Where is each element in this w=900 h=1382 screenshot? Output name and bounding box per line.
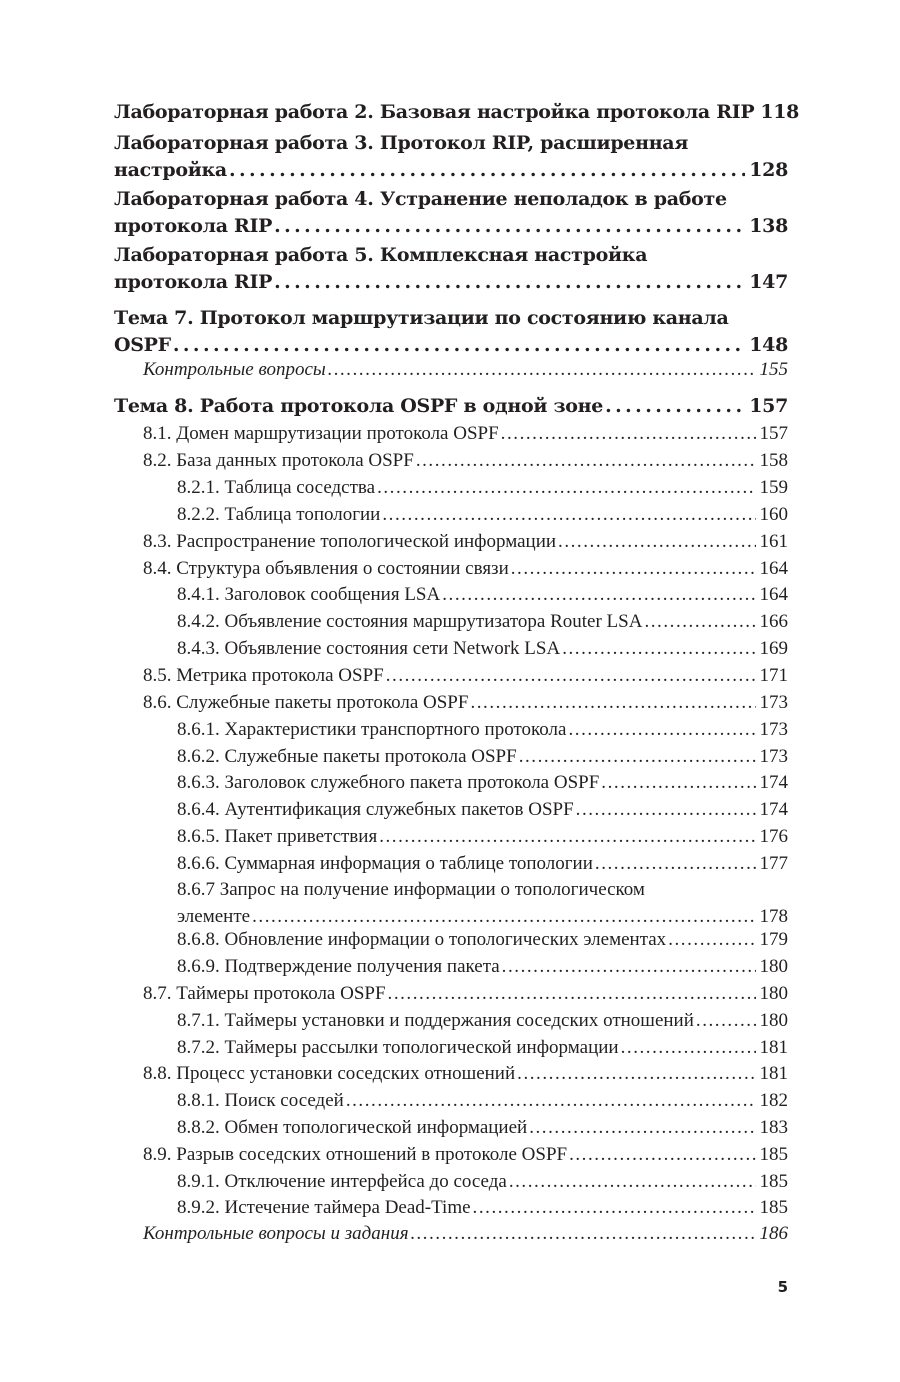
toc-entry-page: 185	[759, 1171, 788, 1192]
toc-entry-page: 177	[759, 853, 788, 874]
toc-entry-title-line1: 8.6.7 Запрос на получение информации о топологическом	[177, 879, 645, 900]
toc-entry-title: 8.2.1. Таблица соседства	[177, 477, 376, 498]
toc-entry-title: 8.8.2. Обмен топологической информацией	[177, 1117, 528, 1138]
toc-entry-8-6-1	[177, 716, 788, 743]
dot-leader	[379, 823, 755, 850]
toc-entry-page: 180	[759, 1010, 788, 1031]
page-number: 5	[777, 1278, 788, 1296]
dot-leader	[509, 1168, 756, 1195]
toc-entry-page: 173	[759, 692, 788, 713]
dot-leader	[274, 213, 745, 240]
dot-leader	[605, 393, 745, 420]
toc-entry-page: 185	[759, 1197, 788, 1218]
toc-entry-8-6-4	[177, 796, 788, 823]
toc-entry-page: 171	[759, 665, 788, 686]
toc-entry-page: 173	[759, 746, 788, 767]
toc-entry-title: 8.1. Домен маршрутизации протокола OSPF	[143, 423, 499, 444]
toc-entry-topic8-questions	[143, 1220, 788, 1247]
toc-entry-8-1	[143, 420, 788, 447]
toc-entry-title: 8.6.2. Служебные пакеты протокола OSPF	[177, 746, 517, 767]
dot-leader	[517, 1060, 755, 1087]
toc-entry-topic7-questions	[143, 356, 788, 383]
toc-entry-8-6-2	[177, 743, 788, 770]
toc-entry-title-line1: Лабораторная работа 3. Протокол RIP, расширенная	[114, 132, 689, 154]
toc-entry-title: Лабораторная работа 2. Базовая настройка протокола RIP	[114, 101, 755, 123]
toc-entry-title: 8.7.2. Таймеры рассылки топологической информации	[177, 1037, 619, 1058]
toc-entry-title: 8.8.1. Поиск соседей	[177, 1090, 344, 1111]
toc-entry-title: 8.3. Распространение топологической информации	[143, 531, 557, 552]
toc-entry-page: 176	[759, 826, 788, 847]
toc-entry-8-2	[143, 447, 788, 474]
dot-leader	[442, 581, 755, 608]
toc-entry-8-7-1	[177, 1007, 788, 1034]
toc-entry-8-7-2	[177, 1034, 788, 1061]
dot-leader	[595, 850, 756, 877]
dot-leader	[668, 926, 755, 953]
toc-entry-page: 159	[759, 477, 788, 498]
toc-entry-8-8	[143, 1060, 788, 1087]
toc-entry-8-9	[143, 1141, 788, 1168]
toc-entry-lab5	[114, 242, 788, 296]
toc-entry-8-5	[143, 662, 788, 689]
dot-leader	[562, 635, 755, 662]
toc-entry-page: 155	[759, 359, 788, 380]
toc-entry-title-line2: настройка	[114, 159, 227, 181]
toc-entry-page: 157	[749, 395, 788, 417]
toc-entry-title: 8.9. Разрыв соседских отношений в протоколе OSPF	[143, 1144, 568, 1165]
toc-entry-page: 147	[749, 271, 788, 293]
toc-entry-lab2	[114, 99, 800, 126]
dot-leader	[328, 356, 756, 383]
dot-leader	[346, 1087, 756, 1114]
dot-leader	[644, 608, 755, 635]
toc-entry-8-4	[143, 555, 788, 582]
toc-entry-8-6-8	[177, 926, 788, 953]
dot-leader	[501, 420, 756, 447]
toc-entry-title: 8.4.1. Заголовок сообщения LSA	[177, 584, 441, 605]
toc-entry-8-6-3	[177, 769, 788, 796]
dot-leader	[274, 269, 745, 296]
toc-entry-title-line1: Тема 7. Протокол маршрутизации по состоянию канала	[114, 307, 729, 329]
toc-entry-title: Тема 8. Работа протокола OSPF в одной зоне	[114, 395, 604, 417]
dot-leader	[377, 474, 755, 501]
toc-entry-8-6-7	[177, 876, 788, 930]
toc-entry-title: 8.7. Таймеры протокола OSPF	[143, 983, 386, 1004]
toc-entry-8-2-2	[177, 501, 788, 528]
toc-entry-8-6-6	[177, 850, 788, 877]
dot-leader	[519, 743, 756, 770]
toc-entry-title: 8.2. База данных протокола OSPF	[143, 450, 414, 471]
dot-leader	[386, 662, 756, 689]
toc-entry-title: 8.4.3. Объявление состояния сети Network LSA	[177, 638, 561, 659]
toc-entry-title-line2: протокола RIP	[114, 271, 273, 293]
toc-entry-page: 166	[759, 611, 788, 632]
toc-entry-page: 178	[759, 906, 788, 927]
toc-entry-title-line1: Лабораторная работа 5. Комплексная настройка	[114, 244, 648, 266]
toc-entry-title: 8.9.1. Отключение интерфейса до соседа	[177, 1171, 507, 1192]
toc-entry-lab4	[114, 186, 788, 240]
toc-entry-page: 174	[759, 799, 788, 820]
toc-entry-page: 179	[759, 929, 788, 950]
toc-entry-8-6-5	[177, 823, 788, 850]
toc-entry-title-line2: элементе	[177, 906, 251, 927]
toc-entry-8-6	[143, 689, 788, 716]
toc-entry-title: 8.7.1. Таймеры установки и поддержания соседских отношений	[177, 1010, 694, 1031]
toc-entry-title: 8.6.9. Подтверждение получения пакета	[177, 956, 500, 977]
toc-entry-title: Контрольные вопросы	[143, 359, 326, 380]
toc-entry-page: 181	[759, 1037, 788, 1058]
toc-entry-page: 169	[759, 638, 788, 659]
dot-leader	[558, 528, 755, 555]
toc-entry-title: Контрольные вопросы и задания	[143, 1223, 409, 1244]
toc-entry-8-3	[143, 528, 788, 555]
dot-leader	[601, 769, 755, 796]
toc-entry-page: 164	[759, 558, 788, 579]
toc-entry-title-line2: OSPF	[114, 334, 171, 356]
toc-entry-title: 8.5. Метрика протокола OSPF	[143, 665, 384, 686]
toc-entry-page: 148	[749, 334, 788, 356]
toc-entry-title: 8.6. Служебные пакеты протокола OSPF	[143, 692, 469, 713]
toc-entry-8-2-1	[177, 474, 788, 501]
toc-entry-title: 8.8. Процесс установки соседских отношений	[143, 1063, 516, 1084]
toc-entry-8-8-2	[177, 1114, 788, 1141]
dot-leader	[502, 953, 756, 980]
dot-leader	[569, 1141, 755, 1168]
dot-leader	[229, 157, 745, 184]
toc-entry-page: 161	[759, 531, 788, 552]
toc-entry-page: 180	[759, 983, 788, 1004]
toc-entry-8-8-1	[177, 1087, 788, 1114]
toc-entry-title: 8.6.6. Суммарная информация о таблице топологии	[177, 853, 593, 874]
dot-leader	[511, 555, 756, 582]
toc-entry-8-7	[143, 980, 788, 1007]
toc-entry-title: 8.6.4. Аутентификация служебных пакетов OSPF	[177, 799, 574, 820]
toc-entry-8-4-3	[177, 635, 788, 662]
toc-entry-page: 182	[759, 1090, 788, 1111]
toc-entry-topic8	[114, 393, 788, 420]
toc-entry-title: 8.4.2. Объявление состояния маршрутизатора Router LSA	[177, 611, 643, 632]
toc-entry-page: 173	[759, 719, 788, 740]
toc-entry-title: 8.6.5. Пакет приветствия	[177, 826, 378, 847]
dot-leader	[473, 1194, 756, 1221]
toc-entry-page: 138	[749, 215, 788, 237]
toc-entry-page: 186	[759, 1223, 788, 1244]
toc-entry-page: 118	[760, 101, 800, 123]
toc-entry-page: 128	[749, 159, 788, 181]
toc-entry-page: 185	[759, 1144, 788, 1165]
toc-entry-8-4-1	[177, 581, 788, 608]
toc-entry-title: 8.9.2. Истечение таймера Dead-Time	[177, 1197, 471, 1218]
toc-entry-title: 8.6.3. Заголовок служебного пакета протокола OSPF	[177, 772, 600, 793]
toc-entry-page: 164	[759, 584, 788, 605]
toc-entry-title-line2: протокола RIP	[114, 215, 273, 237]
toc-entry-title: 8.2.2. Таблица топологии	[177, 504, 381, 525]
dot-leader	[173, 332, 745, 359]
toc-entry-8-4-2	[177, 608, 788, 635]
toc-entry-topic7	[114, 305, 788, 359]
dot-leader	[529, 1114, 755, 1141]
dot-leader	[382, 501, 755, 528]
dot-leader	[411, 1220, 756, 1247]
toc-entry-page: 157	[759, 423, 788, 444]
toc-entry-8-9-1	[177, 1168, 788, 1195]
dot-leader	[388, 980, 756, 1007]
dot-leader	[621, 1034, 756, 1061]
toc-entry-lab3	[114, 130, 788, 184]
toc-entry-page: 180	[759, 956, 788, 977]
toc-entry-page: 158	[759, 450, 788, 471]
dot-leader	[696, 1007, 756, 1034]
dot-leader	[416, 447, 756, 474]
toc-entry-page: 183	[759, 1117, 788, 1138]
dot-leader	[576, 796, 756, 823]
toc-entry-page: 160	[759, 504, 788, 525]
toc-entry-8-6-9	[177, 953, 788, 980]
dot-leader	[470, 689, 755, 716]
dot-leader	[568, 716, 755, 743]
toc-entry-page: 181	[759, 1063, 788, 1084]
toc-entry-8-9-2	[177, 1194, 788, 1221]
toc-entry-page: 174	[759, 772, 788, 793]
toc-entry-title: 8.4. Структура объявления о состоянии связи	[143, 558, 509, 579]
toc-entry-title-line1: Лабораторная работа 4. Устранение неполадок в работе	[114, 188, 727, 210]
toc-entry-title: 8.6.8. Обновление информации о топологических элементах	[177, 929, 667, 950]
toc-entry-title: 8.6.1. Характеристики транспортного протокола	[177, 719, 567, 740]
